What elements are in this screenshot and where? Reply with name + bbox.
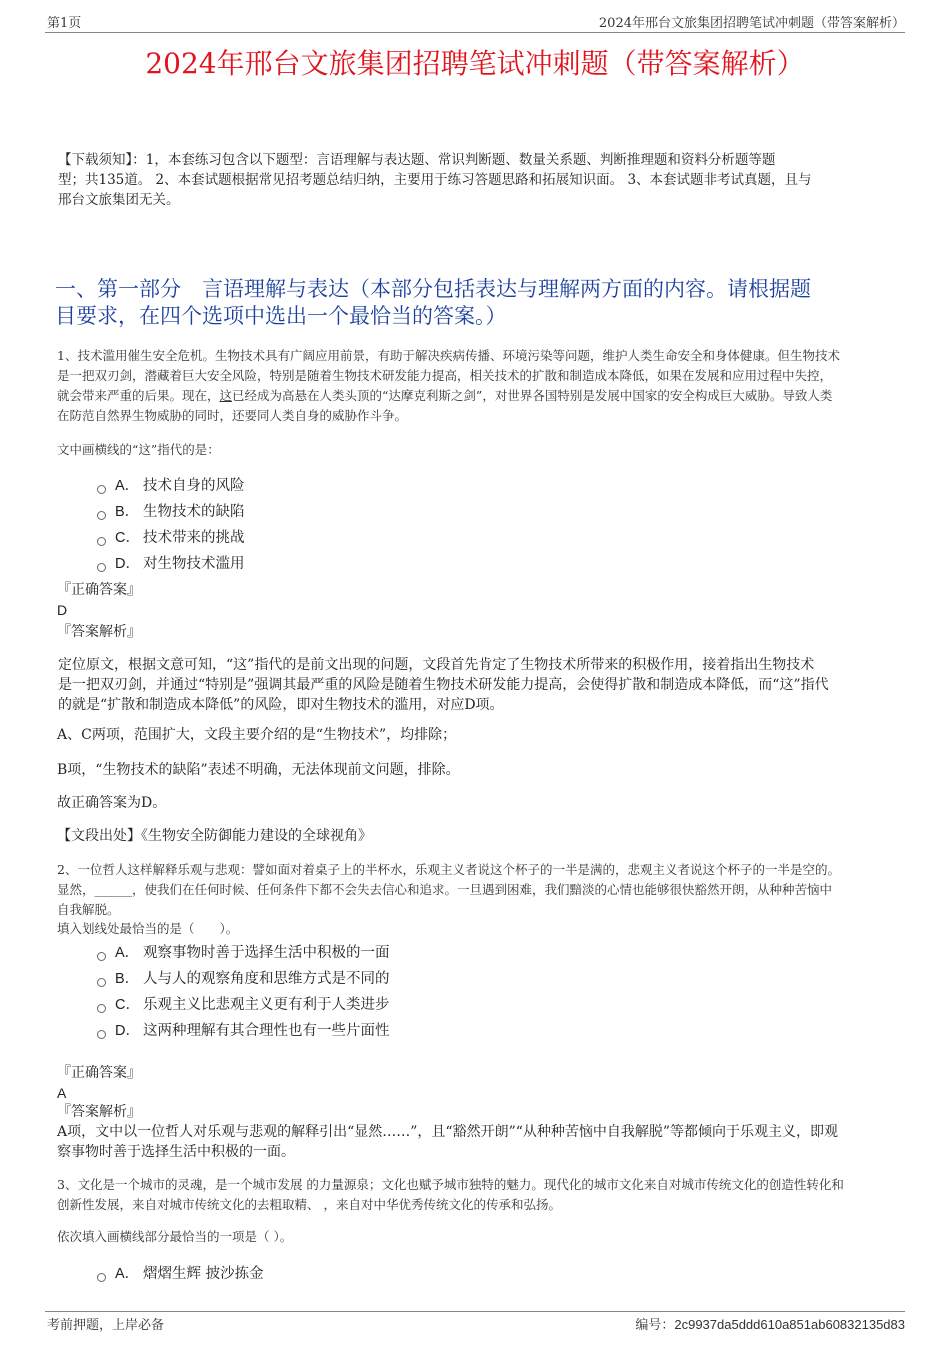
q2-analysis bbox=[57, 1122, 907, 1162]
radio-icon[interactable] bbox=[97, 1030, 106, 1039]
q2-option-a[interactable] bbox=[97, 943, 390, 963]
section-heading-line: 目要求，在四个选项中选出一个最恰当的答案。） bbox=[55, 304, 507, 328]
analysis-line: B项，“生物技术的缺陷”表述不明确，无法体现前文问题，排除。 bbox=[57, 762, 460, 778]
option-text: 对生物技术滥用 bbox=[143, 556, 245, 572]
notice-line: 【下载须知】：1，本套练习包含以下题型：言语理解与表达题、常识判断题、数量关系题、判断推理题和资料分析题等题 bbox=[58, 152, 776, 168]
option-letter: A． bbox=[115, 945, 140, 961]
question-3-prompt: 依次填入画横线部分最恰当的一项是（ ）。 bbox=[57, 1229, 293, 1244]
section-heading bbox=[55, 276, 905, 330]
download-notice bbox=[58, 150, 908, 210]
footer-code-label: 编号： bbox=[635, 1318, 675, 1333]
option-letter: C． bbox=[115, 530, 140, 546]
q3-option-a[interactable] bbox=[97, 1264, 264, 1284]
q1-option-a[interactable] bbox=[97, 476, 245, 496]
stem-line bbox=[57, 880, 907, 900]
option-letter: D． bbox=[115, 556, 140, 572]
option-letter: A． bbox=[115, 478, 140, 494]
q1-option-c[interactable] bbox=[97, 528, 245, 548]
question-1-stem bbox=[57, 346, 907, 426]
q2-option-b[interactable] bbox=[97, 969, 390, 989]
option-text: 人与人的观察角度和思维方式是不同的 bbox=[143, 971, 390, 987]
analysis-line: 定位原文，根据文意可知，“这”指代的是前文出现的问题，文段首先肯定了生物技术所带来的积极作用，接着指出生物技术 bbox=[58, 657, 815, 673]
q1-option-d[interactable] bbox=[97, 554, 245, 574]
option-text: 技术带来的挑战 bbox=[143, 530, 245, 546]
stem-line: 创新性发展，来自对城市传统文化的去粗取精、 ，来自对中华优秀传统文化的传承和弘扬。 bbox=[57, 1197, 561, 1212]
answer-label: 『正确答案』 bbox=[57, 582, 141, 598]
analysis-label: 『答案解析』 bbox=[57, 1104, 141, 1120]
stem-line: 2、一位哲人这样解释乐观与悲观：譬如面对着桌子上的半杯水，乐观主义者说这个杯子的一半是满的，悲观主义者说这个杯子的一半是空的。 bbox=[57, 862, 840, 877]
stem-text: 已经成为高悬在人类头顶的“达摩克利斯之剑”，对世界各国特别是发展中国家的安全构成巨大威胁。导致人类 bbox=[232, 388, 833, 403]
option-text: 这两种理解有其合理性也有一些片面性 bbox=[143, 1023, 390, 1039]
stem-line: 是一把双刃剑，潜藏着巨大安全风险，特别是随着生物技术研发能力提高，相关技术的扩散和制造成本降低，如果在发展和应用过程中失控， bbox=[57, 368, 833, 383]
radio-icon[interactable] bbox=[97, 1004, 106, 1013]
page-title: 2024年邢台文旅集团招聘笔试冲刺题（带答案解析） bbox=[145, 47, 805, 80]
question-1-prompt: 文中画横线的“这”指代的是： bbox=[57, 442, 220, 457]
analysis-line: 是一把双刃剑，并通过“特别是”强调其最严重的风险是随着生物技术研发能力提高，会使得扩散和制造成本降低，而“这”指代 bbox=[58, 677, 829, 693]
stem-text: 显然， bbox=[57, 882, 95, 897]
header-doc-title: 2024年邢台文旅集团招聘笔试冲刺题（带答案解析） bbox=[598, 16, 905, 31]
q2-option-c[interactable] bbox=[97, 995, 390, 1015]
footer-code-value: 2c9937da5ddd610a851ab60832135d83 bbox=[674, 1317, 905, 1332]
analysis-line: A项，文中以一位哲人对乐观与悲观的解释引出“显然……”，且“豁然开朗”“从种种苦恼中自我解脱”等都倾向于乐观主义，即观 bbox=[57, 1124, 839, 1140]
q1-analysis bbox=[58, 655, 908, 715]
option-letter: B． bbox=[115, 504, 140, 520]
radio-icon[interactable] bbox=[97, 563, 106, 572]
stem-line: 1、技术滥用催生安全危机。生物技术具有广阔应用前景，有助于解决疾病传播、环境污染等问题，维护人类生命安全和身体健康。但生物技术 bbox=[57, 348, 840, 363]
footer-rule bbox=[45, 1311, 905, 1312]
question-2-stem bbox=[57, 860, 907, 920]
option-text: 乐观主义比悲观主义更有利于人类进步 bbox=[143, 997, 390, 1013]
fill-blank: ______ bbox=[94, 882, 133, 897]
analysis-line: 察事物时善于选择生活中积极的一面。 bbox=[57, 1144, 295, 1160]
section-heading-line: 一、第一部分 言语理解与表达（本部分包括表达与理解两方面的内容。请根据题 bbox=[55, 277, 811, 301]
analysis-line: 故正确答案为D。 bbox=[57, 795, 167, 811]
stem-line: 自我解脱。 bbox=[57, 902, 120, 917]
question-3-stem bbox=[57, 1175, 907, 1215]
answer-value: D bbox=[57, 602, 68, 618]
option-letter: D． bbox=[115, 1023, 140, 1039]
question-2-prompt: 填入划线处最恰当的是（ ）。 bbox=[57, 921, 239, 936]
stem-line bbox=[57, 386, 907, 406]
source-citation: 【文段出处】《生物安全防御能力建设的全球视角》 bbox=[57, 828, 372, 844]
option-text: 技术自身的风险 bbox=[143, 478, 245, 494]
option-text: 观察事物时善于选择生活中积极的一面 bbox=[143, 945, 390, 961]
analysis-label: 『答案解析』 bbox=[57, 624, 141, 640]
stem-text: 就会带来严重的后果。现在， bbox=[57, 388, 220, 403]
radio-icon[interactable] bbox=[97, 511, 106, 520]
radio-icon[interactable] bbox=[97, 485, 106, 494]
stem-text: ，使我们在任何时候、任何条件下都不会失去信心和追求。一旦遇到困难，我们黯淡的心情也能够很快豁然开朗，从种种苦恼中 bbox=[132, 882, 833, 897]
option-text: 熠熠生辉 披沙拣金 bbox=[143, 1266, 264, 1282]
page-number: 第1页 bbox=[47, 16, 82, 31]
option-text: 生物技术的缺陷 bbox=[143, 504, 245, 520]
header-rule bbox=[45, 32, 905, 33]
option-letter: C． bbox=[115, 997, 140, 1013]
radio-icon[interactable] bbox=[97, 1273, 106, 1282]
radio-icon[interactable] bbox=[97, 978, 106, 987]
analysis-line: A、C两项，范围扩大，文段主要介绍的是“生物技术”，均排除； bbox=[57, 727, 457, 743]
q1-option-b[interactable] bbox=[97, 502, 245, 522]
answer-value: A bbox=[57, 1085, 67, 1101]
answer-label: 『正确答案』 bbox=[57, 1065, 141, 1081]
option-letter: B． bbox=[115, 971, 140, 987]
q2-option-d[interactable] bbox=[97, 1021, 390, 1041]
footer-code bbox=[635, 1314, 905, 1333]
stem-line: 在防范自然界生物威胁的同时，还要同人类自身的威胁作斗争。 bbox=[57, 408, 408, 423]
analysis-line: 的就是“扩散和制造成本降低”的风险，即对生物技术的滥用，对应D项。 bbox=[58, 697, 504, 713]
notice-line: 型；共135道。 2、本套试题根据常见招考题总结归纳，主要用于练习答题思路和拓展知识面。 3、本套试题非考试真题，且与 bbox=[58, 172, 812, 188]
underlined-word: 这 bbox=[219, 388, 233, 403]
radio-icon[interactable] bbox=[97, 537, 106, 546]
notice-line: 邢台文旅集团无关。 bbox=[58, 192, 180, 208]
option-letter: A． bbox=[115, 1266, 140, 1282]
radio-icon[interactable] bbox=[97, 952, 106, 961]
footer-slogan: 考前押题，上岸必备 bbox=[47, 1318, 165, 1333]
stem-line: 3、文化是一个城市的灵魂，是一个城市发展 的力量源泉；文化也赋予城市独特的魅力。现代化的城市文化来自对城市传统文化的创造性转化和 bbox=[57, 1177, 844, 1192]
